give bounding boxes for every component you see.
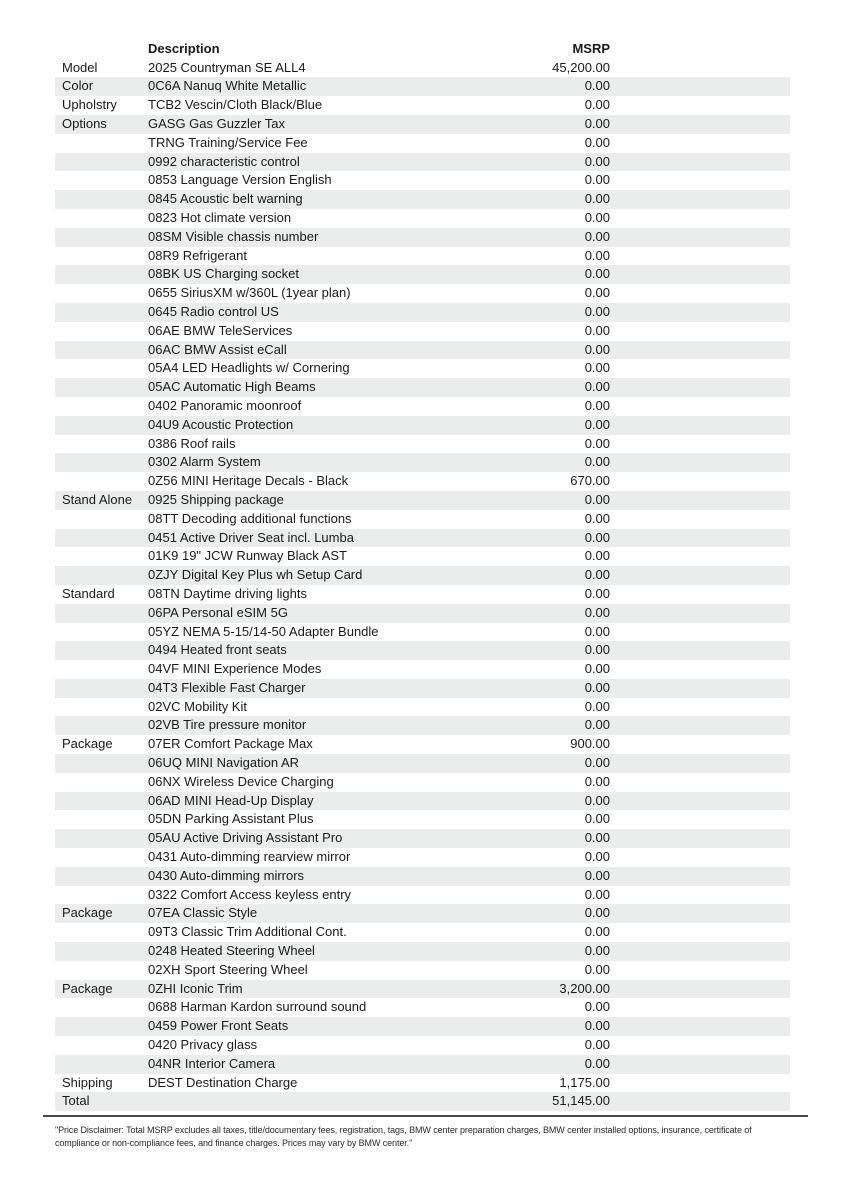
row-msrp-value: 0.00 <box>584 510 610 526</box>
row-description: 08R9 Refrigerant <box>148 247 247 263</box>
table-row <box>55 848 790 867</box>
row-description: 05YZ NEMA 5-15/14-50 Adapter Bundle <box>148 623 379 639</box>
row-msrp-value: 0.00 <box>584 322 610 338</box>
table-row <box>55 980 790 999</box>
row-category: Upholstry <box>62 97 117 113</box>
row-msrp-value: 0.00 <box>584 905 610 921</box>
row-msrp-value: 0.00 <box>584 1018 610 1034</box>
table-row <box>55 754 790 773</box>
row-msrp-value: 3,200.00 <box>559 980 610 996</box>
table-row <box>55 247 790 266</box>
row-description: 0494 Heated front seats <box>148 642 287 658</box>
row-description: 04NR Interior Camera <box>148 1055 276 1071</box>
row-description: 04VF MINI Experience Modes <box>148 661 322 677</box>
row-msrp-value: 0.00 <box>584 191 610 207</box>
table-row <box>55 1036 790 1055</box>
row-description: 0459 Power Front Seats <box>148 1018 289 1034</box>
row-msrp-value: 0.00 <box>584 642 610 658</box>
row-category: Stand Alone <box>62 491 133 507</box>
row-description: 09T3 Classic Trim Additional Cont. <box>148 924 347 940</box>
row-msrp-value: 0.00 <box>584 134 610 150</box>
row-description: 0430 Auto-dimming mirrors <box>148 867 305 883</box>
row-description: 0431 Auto-dimming rearview mirror <box>148 849 351 865</box>
table-row <box>55 623 790 642</box>
table-row <box>55 1074 790 1093</box>
row-description: 0302 Alarm System <box>148 454 261 470</box>
table-row <box>55 96 790 115</box>
table-row <box>55 810 790 829</box>
table-row <box>55 359 790 378</box>
table-row <box>55 961 790 980</box>
row-category: Package <box>62 905 113 921</box>
row-category: Model <box>62 59 98 75</box>
footnote-divider-line <box>43 1115 808 1117</box>
row-msrp-value: 0.00 <box>584 266 610 282</box>
row-msrp-value: 0.00 <box>584 78 610 94</box>
row-description: 07EA Classic Style <box>148 905 258 921</box>
table-row <box>55 284 790 303</box>
table-row <box>55 510 790 529</box>
table-row <box>55 829 790 848</box>
row-msrp-value: 0.00 <box>584 209 610 225</box>
row-msrp-value: 0.00 <box>584 999 610 1015</box>
row-description: 02VC Mobility Kit <box>148 698 247 714</box>
row-msrp-value: 0.00 <box>584 830 610 846</box>
row-description: 0322 Comfort Access keyless entry <box>148 886 352 902</box>
table-row <box>55 115 790 134</box>
row-description: 06AD MINI Head-Up Display <box>148 792 314 808</box>
row-msrp-value: 0.00 <box>584 379 610 395</box>
row-description: 06AE BMW TeleServices <box>148 322 293 338</box>
row-msrp-value: 0.00 <box>584 247 610 263</box>
pricing-table <box>55 40 790 1111</box>
row-msrp-value: 0.00 <box>584 1055 610 1071</box>
table-row <box>55 735 790 754</box>
row-description: TRNG Training/Service Fee <box>148 134 308 150</box>
table-row <box>55 923 790 942</box>
row-description: 05DN Parking Assistant Plus <box>148 811 314 827</box>
table-row <box>55 322 790 341</box>
table-row <box>55 303 790 322</box>
row-msrp-value: 670.00 <box>570 473 610 489</box>
row-description: 2025 Countryman SE ALL4 <box>148 59 306 75</box>
row-description: 08BK US Charging socket <box>148 266 300 282</box>
table-row <box>55 942 790 961</box>
row-msrp-value: 0.00 <box>584 943 610 959</box>
table-row <box>55 585 790 604</box>
price-disclaimer-text: "Price Disclaimer: Total MSRP excludes all taxes, title/documentary fees, registration, tags, BMW center preparation charges, BMW center installed options, insurance, certificate of compliance or non-compliance fees, and finance charges. Prices may vary by BMW center." <box>55 1125 752 1148</box>
row-description: 04U9 Acoustic Protection <box>148 416 294 432</box>
table-row <box>55 397 790 416</box>
row-description: 06PA Personal eSIM 5G <box>148 604 288 620</box>
row-msrp-value: 0.00 <box>584 529 610 545</box>
table-row <box>55 1017 790 1036</box>
row-msrp-value: 0.00 <box>584 153 610 169</box>
row-description: TCB2 Vescin/Cloth Black/Blue <box>148 97 323 113</box>
row-msrp-value: 0.00 <box>584 303 610 319</box>
row-description: 0402 Panoramic moonroof <box>148 397 302 413</box>
table-row <box>55 1092 790 1111</box>
row-description: 01K9 19" JCW Runway Black AST <box>148 548 347 564</box>
table-row <box>55 171 790 190</box>
row-msrp-value: 0.00 <box>584 961 610 977</box>
table-row <box>55 547 790 566</box>
row-description: 0823 Hot climate version <box>148 209 292 225</box>
row-msrp-value: 0.00 <box>584 435 610 451</box>
table-row <box>55 77 790 96</box>
header-msrp-label: MSRP <box>572 40 610 56</box>
row-msrp-value: 0.00 <box>584 792 610 808</box>
table-row <box>55 698 790 717</box>
table-row <box>55 1055 790 1074</box>
row-description: 06NX Wireless Device Charging <box>148 773 334 789</box>
row-msrp-value: 0.00 <box>584 454 610 470</box>
row-description: 0992 characteristic control <box>148 153 300 169</box>
row-msrp-value: 0.00 <box>584 567 610 583</box>
table-row <box>55 134 790 153</box>
row-description: 0688 Harman Kardon surround sound <box>148 999 367 1015</box>
row-msrp-value: 0.00 <box>584 924 610 940</box>
row-category: Package <box>62 736 113 752</box>
table-row <box>55 378 790 397</box>
table-row <box>55 566 790 585</box>
row-description: 0853 Language Version English <box>148 172 332 188</box>
row-msrp-value: 900.00 <box>570 736 610 752</box>
row-msrp-value: 51,145.00 <box>552 1093 610 1109</box>
row-msrp-value: 0.00 <box>584 1037 610 1053</box>
row-description: 06AC BMW Assist eCall <box>148 341 287 357</box>
row-msrp-value: 0.00 <box>584 228 610 244</box>
row-msrp-value: 0.00 <box>584 679 610 695</box>
row-msrp-value: 0.00 <box>584 115 610 131</box>
row-description: 0925 Shipping package <box>148 491 284 507</box>
row-description: 0845 Acoustic belt warning <box>148 191 303 207</box>
row-description: 0386 Roof rails <box>148 435 236 451</box>
table-row <box>55 886 790 905</box>
row-description: 0451 Active Driver Seat incl. Lumba <box>148 529 354 545</box>
row-msrp-value: 0.00 <box>584 849 610 865</box>
row-msrp-value: 1,175.00 <box>559 1074 610 1090</box>
row-description: 0C6A Nanuq White Metallic <box>148 78 307 94</box>
row-description: 06UQ MINI Navigation AR <box>148 755 300 771</box>
table-row <box>55 265 790 284</box>
row-msrp-value: 0.00 <box>584 755 610 771</box>
row-msrp-value: 0.00 <box>584 97 610 113</box>
row-category: Total <box>62 1093 90 1109</box>
header-description-label: Description <box>148 40 220 56</box>
row-msrp-value: 0.00 <box>584 397 610 413</box>
row-msrp-value: 0.00 <box>584 698 610 714</box>
row-description: 0Z56 MINI Heritage Decals - Black <box>148 473 349 489</box>
table-row <box>55 209 790 228</box>
row-description: DEST Destination Charge <box>148 1074 298 1090</box>
table-row <box>55 716 790 735</box>
row-description: 05AC Automatic High Beams <box>148 379 316 395</box>
table-body <box>55 59 790 1112</box>
row-description: 0420 Privacy glass <box>148 1037 258 1053</box>
table-row <box>55 453 790 472</box>
row-msrp-value: 0.00 <box>584 661 610 677</box>
row-description: 0645 Radio control US <box>148 303 279 319</box>
table-row <box>55 228 790 247</box>
table-row <box>55 529 790 548</box>
row-msrp-value: 0.00 <box>584 360 610 376</box>
row-msrp-value: 0.00 <box>584 623 610 639</box>
row-category: Options <box>62 115 107 131</box>
row-msrp-value: 0.00 <box>584 604 610 620</box>
row-description: 08SM Visible chassis number <box>148 228 319 244</box>
table-header-row <box>55 40 790 59</box>
table-row <box>55 59 790 78</box>
row-description: 08TT Decoding additional functions <box>148 510 352 526</box>
table-row <box>55 472 790 491</box>
table-row <box>55 679 790 698</box>
table-row <box>55 998 790 1017</box>
table-row <box>55 190 790 209</box>
row-msrp-value: 0.00 <box>584 341 610 357</box>
table-row <box>55 641 790 660</box>
row-description: 07ER Comfort Package Max <box>148 736 313 752</box>
table-row <box>55 153 790 172</box>
row-msrp-value: 0.00 <box>584 548 610 564</box>
table-row <box>55 604 790 623</box>
row-description: 02VB Tire pressure monitor <box>148 717 307 733</box>
row-msrp-value: 0.00 <box>584 416 610 432</box>
row-msrp-value: 0.00 <box>584 773 610 789</box>
row-msrp-value: 0.00 <box>584 585 610 601</box>
table-row <box>55 491 790 510</box>
table-row <box>55 416 790 435</box>
table-row <box>55 660 790 679</box>
row-msrp-value: 0.00 <box>584 886 610 902</box>
row-msrp-value: 0.00 <box>584 717 610 733</box>
row-description: 0ZHI Iconic Trim <box>148 980 243 996</box>
row-msrp-value: 45,200.00 <box>552 59 610 75</box>
row-msrp-value: 0.00 <box>584 285 610 301</box>
row-msrp-value: 0.00 <box>584 172 610 188</box>
table-row <box>55 867 790 886</box>
table-row <box>55 435 790 454</box>
row-description: 05A4 LED Headlights w/ Cornering <box>148 360 350 376</box>
row-description: 05AU Active Driving Assistant Pro <box>148 830 343 846</box>
row-description: 04T3 Flexible Fast Charger <box>148 679 306 695</box>
row-category: Standard <box>62 585 115 601</box>
table-row <box>55 773 790 792</box>
row-category: Package <box>62 980 113 996</box>
row-description: 0248 Heated Steering Wheel <box>148 943 315 959</box>
row-description: 0655 SiriusXM w/360L (1year plan) <box>148 285 351 301</box>
row-msrp-value: 0.00 <box>584 867 610 883</box>
table-row <box>55 341 790 360</box>
row-category: Shipping <box>62 1074 113 1090</box>
row-description: 0ZJY Digital Key Plus wh Setup Card <box>148 567 363 583</box>
row-category: Color <box>62 78 94 94</box>
row-msrp-value: 0.00 <box>584 811 610 827</box>
row-description: GASG Gas Guzzler Tax <box>148 115 286 131</box>
row-description: 02XH Sport Steering Wheel <box>148 961 308 977</box>
table-row <box>55 904 790 923</box>
row-msrp-value: 0.00 <box>584 491 610 507</box>
row-description: 08TN Daytime driving lights <box>148 585 307 601</box>
table-row <box>55 792 790 811</box>
